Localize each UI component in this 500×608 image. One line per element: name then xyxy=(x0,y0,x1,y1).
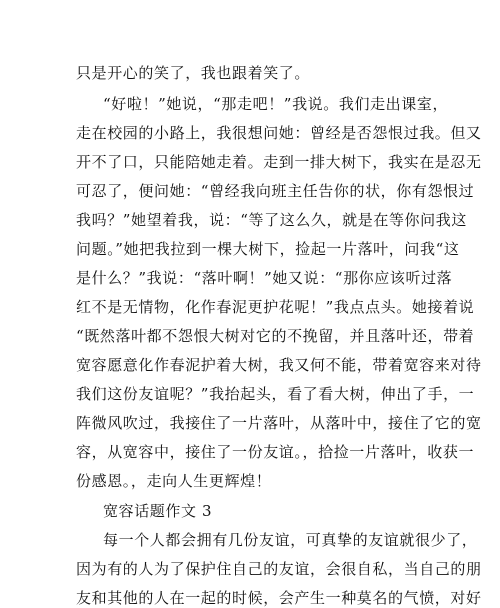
text-line-4: 开不了口，只能陪她走着。走到一排大树下，我实在是忍无 xyxy=(76,153,482,171)
text-line-5: 可忍了，便问她：“曾经我向班主任告你的状，你有怨恨过 xyxy=(76,182,475,200)
text-line-3: 走在校园的小路上，我很想问她：曾经是否怨恨过我。但又 xyxy=(76,124,482,142)
text-line-17: 每一个人都会拥有几份友谊，可真挚的友谊就很少了， xyxy=(103,531,478,549)
text-line-9: 红不是无情物，化作春泥更护花呢！”我点点头。她接着说 xyxy=(76,298,475,316)
section-heading: 宽容话题作文 3 xyxy=(103,502,213,520)
text-line-18: 因为有的人为了保护住自己的友谊，会很自私，当自己的朋 xyxy=(76,560,482,578)
text-line-12: 我们这份友谊呢？”我抬起头，看了看大树，伸出了手，一 xyxy=(76,385,475,403)
text-line-15: 份感恩。，走向人生更辉煌！ xyxy=(76,472,272,490)
text-line-13: 阵微风吹过，我接住了一片落叶，从落叶中，接住了它的宽 xyxy=(76,414,482,432)
text-line-10: “既然落叶都不怨恨大树对它的不挽留，并且落叶还，带着 xyxy=(76,327,475,345)
text-line-6: 我吗？”她望着我，说：“等了这么久，就是在等你问我这 xyxy=(76,211,467,229)
text-line-2: “好啦！”她说，“那走吧！”我说。我们走出课室， xyxy=(103,95,449,113)
text-line-8: 是什么？”我说：“落叶啊！”她又说：“那你应该听过落 xyxy=(76,269,453,287)
text-line-11: 宽容愿意化作春泥护着大树，我又何不能，带着宽容来对待 xyxy=(76,356,482,374)
text-line-14: 容，从宽容中，接住了一份友谊。，拾捡一片落叶，收获一 xyxy=(76,443,475,461)
text-line-19: 友和其他的人在一起的时候，会产生一种莫名的气愤，对好 xyxy=(76,589,482,607)
text-line-1: 只是开心的笑了，我也跟着笑了。 xyxy=(76,64,311,82)
text-line-7: 问题。”她把我拉到一棵大树下，捡起一片落叶，问我“这 xyxy=(76,240,460,258)
